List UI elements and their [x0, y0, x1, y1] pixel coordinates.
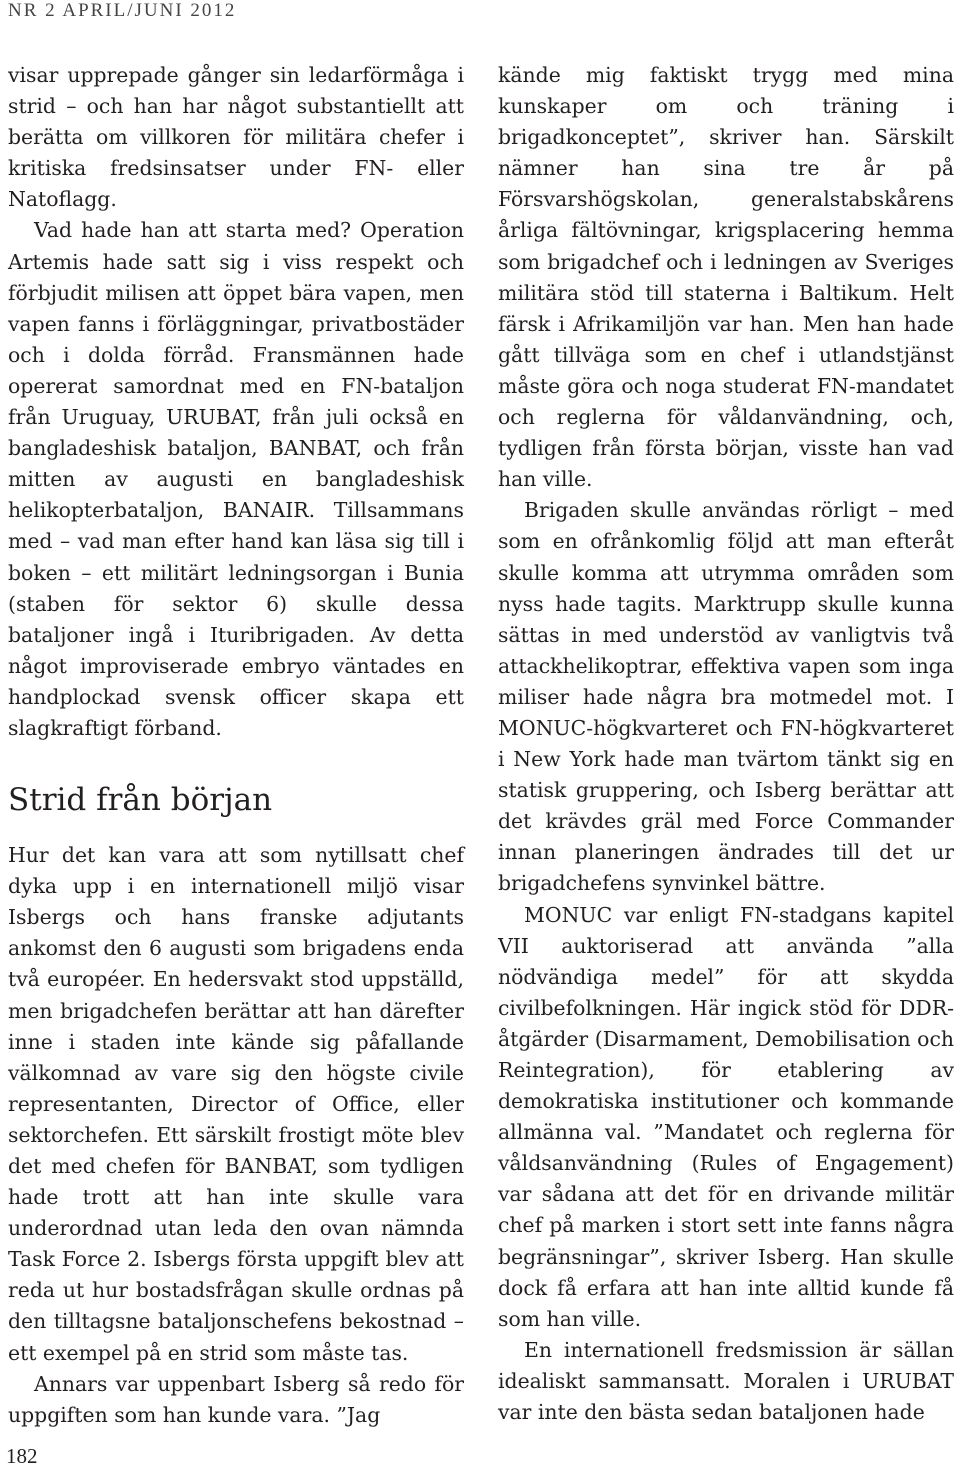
section-heading: Strid från början [8, 782, 273, 819]
left-paragraph-2: Vad hade han att starta med? Operation Artemis hade satt sig i viss respekt och förbjudit milisen att öppet bära vapen, men vapen fanns i förläggningar, privatbostäder och i dolda förråd. Fransmännen hade opererat samordnat med en FN-bataljon från Uruguay, URUBAT, från juli också en bangladeshisk bataljon, BANBAT, och från mitten av augusti en bangladeshisk helikopterbataljon, BANAIR. Tillsammans med – vad man efter hand kan läsa sig till i boken – ett militärt ledningsorgan i Bunia (staben för sektor 6) skulle dessa bataljoner ingå i Ituribrigaden. Av detta något improviserade embryo väntades en handplockad svensk officer skapa ett slagkraftigt förband. [8, 218, 464, 740]
page-number: 182 [6, 1444, 38, 1468]
right-paragraph-4: En internationell fredsmission är sällan idealiskt sammansatt. Moralen i URUBAT var inte den bästa sedan bataljonen hade [498, 1337, 954, 1425]
running-head: NR 2 APRIL/JUNI 2012 [8, 0, 237, 21]
left-column [8, 60, 464, 1431]
right-paragraph-1: kände mig faktiskt trygg med mina kunskaper om och träning i brigadkonceptet”, skriver han. Särskilt nämner han sina tre år på Försvarshögskolan, generalstabskårens årliga fältövningar, krigsplacering hemma som brigadchef och i ledningen av Sveriges militära stöd till staterna i Baltikum. Helt färsk i Afrikamiljön var han. Men han hade gått tillväga som en chef i utlandstjänst måste göra och noga studerat FN-mandatet och reglerna för våldanvändning, och, tydligen från första början, visste han vad han ville. [498, 63, 954, 492]
right-paragraph-3: MONUC var enligt FN-stadgans kapitel VII auktoriserad att använda ”alla nödvändiga medel” för att skydda civilbefolkningen. Här ingick stöd för DDR-åtgärder (Disarmament, Demobilisation och Reintegration), för etablering av demokratiska institutioner och kommande allmänna val. ”Mandatet och reglerna för våldsanvändning (Rules of Engagement) var sådana att det för en drivande militär chef på marken i stort sett inte fanns några begränsningar”, skriver Isberg. Han skulle dock få erfara att han inte alltid kunde få som han ville. [498, 902, 954, 1331]
left-paragraph-1: visar upprepade gånger sin ledarförmåga i strid – och han har något substantiellt att berätta om villkoren för militära chefer i kritiska fredsinsatser under FN- eller Natoflagg. [8, 63, 464, 212]
left-paragraph-3: Hur det kan vara att som nytillsatt chef dyka upp i en internationell miljö visar Isbergs och hans franske adjutants ankomst den 6 augusti som brigadens enda två européer. En hedersvakt stod uppställd, men brigadchefen berättar att han därefter inne i staden inte kände sig påfallande välkomnad av vare sig den högste civile representanten, Director of Office, eller sektorchefen. Ett särskilt frostigt möte blev det med chefen för BANBAT, som tydligen hade trott att han inte skulle vara underordnad utan leda den ovan nämnda Task Force 2. Isbergs första uppgift blev att reda ut hur bostadsfrågan skulle ordnas på den tilltagsne bataljonschefens bekostnad – ett exempel på en strid som måste tas. [8, 843, 464, 1365]
right-paragraph-2: Brigaden skulle användas rörligt – med som en ofrånkomlig följd att man efteråt skulle komma att utrymma områden som nyss hade tagits. Marktrupp skulle kunna sättas in med understöd av vanligtvis två attackhelikoptrar, effektiva vapen som inga miliser hade några bra motmedel mot. I MONUC-högkvarteret och FN-högkvarteret i New York hade man tvärtom tänkt sig en statisk gruppering, och Isberg berättar att det krävdes gräl med Force Commander innan planeringen ändrades till det ur brigadchefens synvinkel bättre. [498, 498, 954, 896]
right-column [498, 60, 954, 1428]
left-paragraph-4: Annars var uppenbart Isberg så redo för uppgiften som han kunde vara. ”Jag [8, 1371, 464, 1427]
